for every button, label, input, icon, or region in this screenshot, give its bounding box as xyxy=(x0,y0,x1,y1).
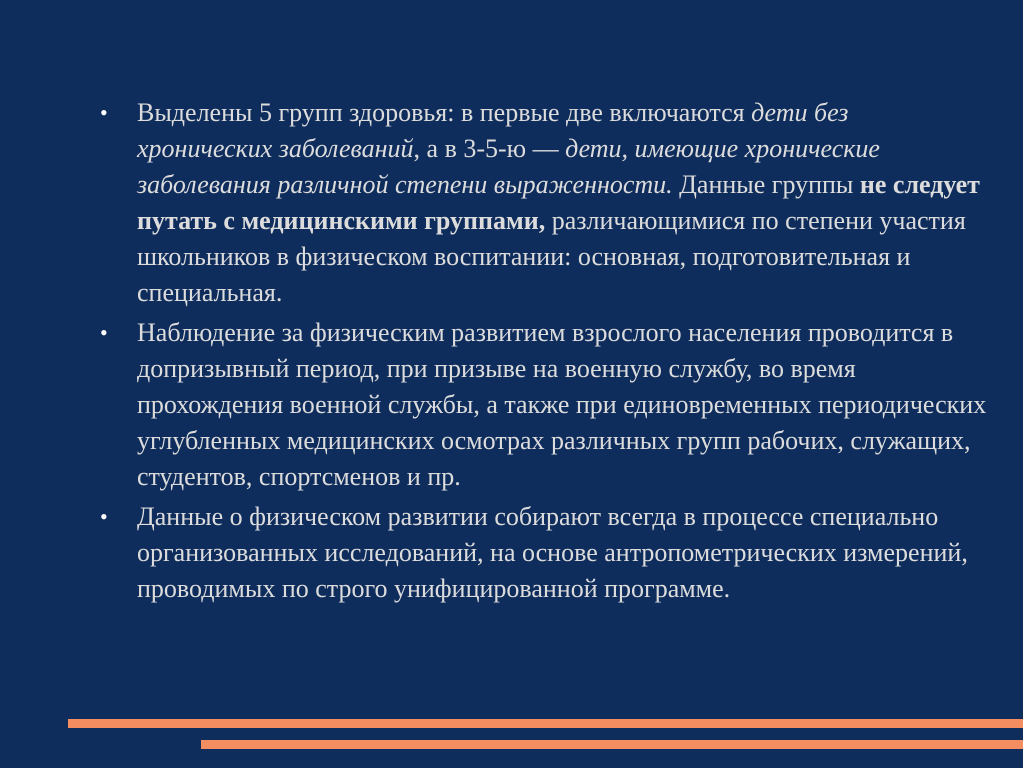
bullet-list xyxy=(100,95,990,611)
bullet-1-text-part-4: различающимися по степени участия школьников в физическом воспитании: основная, подготовительная и специальная. xyxy=(137,206,966,307)
bullet-1-text-part-3: Данные группы xyxy=(672,170,860,199)
bullet-3-text: Данные о физическом развитии собирают всегда в процессе специально организованных исследований, на основе антропометрических измерений, проводимых по строго унифицированной программе. xyxy=(137,502,968,603)
bullet-item-3 xyxy=(100,499,990,607)
bullet-icon: • xyxy=(100,320,108,345)
bullet-icon: • xyxy=(100,100,108,125)
bullet-1-emphasis-children-with-chronic: дети, имеющие хронические заболевания различной степени выраженности. xyxy=(137,134,880,199)
bullet-1-emphasis-children-without-chronic: дети без хронических заболеваний xyxy=(137,98,849,163)
bullet-1-bold-warning: не следует путать с медицинскими группами, xyxy=(137,170,980,235)
bullet-1-text-part-2: , а в 3-5-ю — xyxy=(413,134,566,163)
bullet-2-text: Наблюдение за физическим развитием взрослого населения проводится в допризывный период, при призыве на военную службу, во время прохождения военной службы, а также при единовременных периодических углубленных медицинских осмотрах различных групп рабочих, служащих, студентов, спортсменов и пр. xyxy=(137,318,987,491)
bullet-item-1 xyxy=(100,95,990,311)
bullet-item-2 xyxy=(100,315,990,495)
decorative-bar-upper xyxy=(68,719,1023,728)
bullet-icon: • xyxy=(100,504,108,529)
decorative-bar-lower xyxy=(201,740,1023,749)
bullet-1-text-part-1: Выделены 5 групп здоровья: в первые две включаются xyxy=(137,98,752,127)
